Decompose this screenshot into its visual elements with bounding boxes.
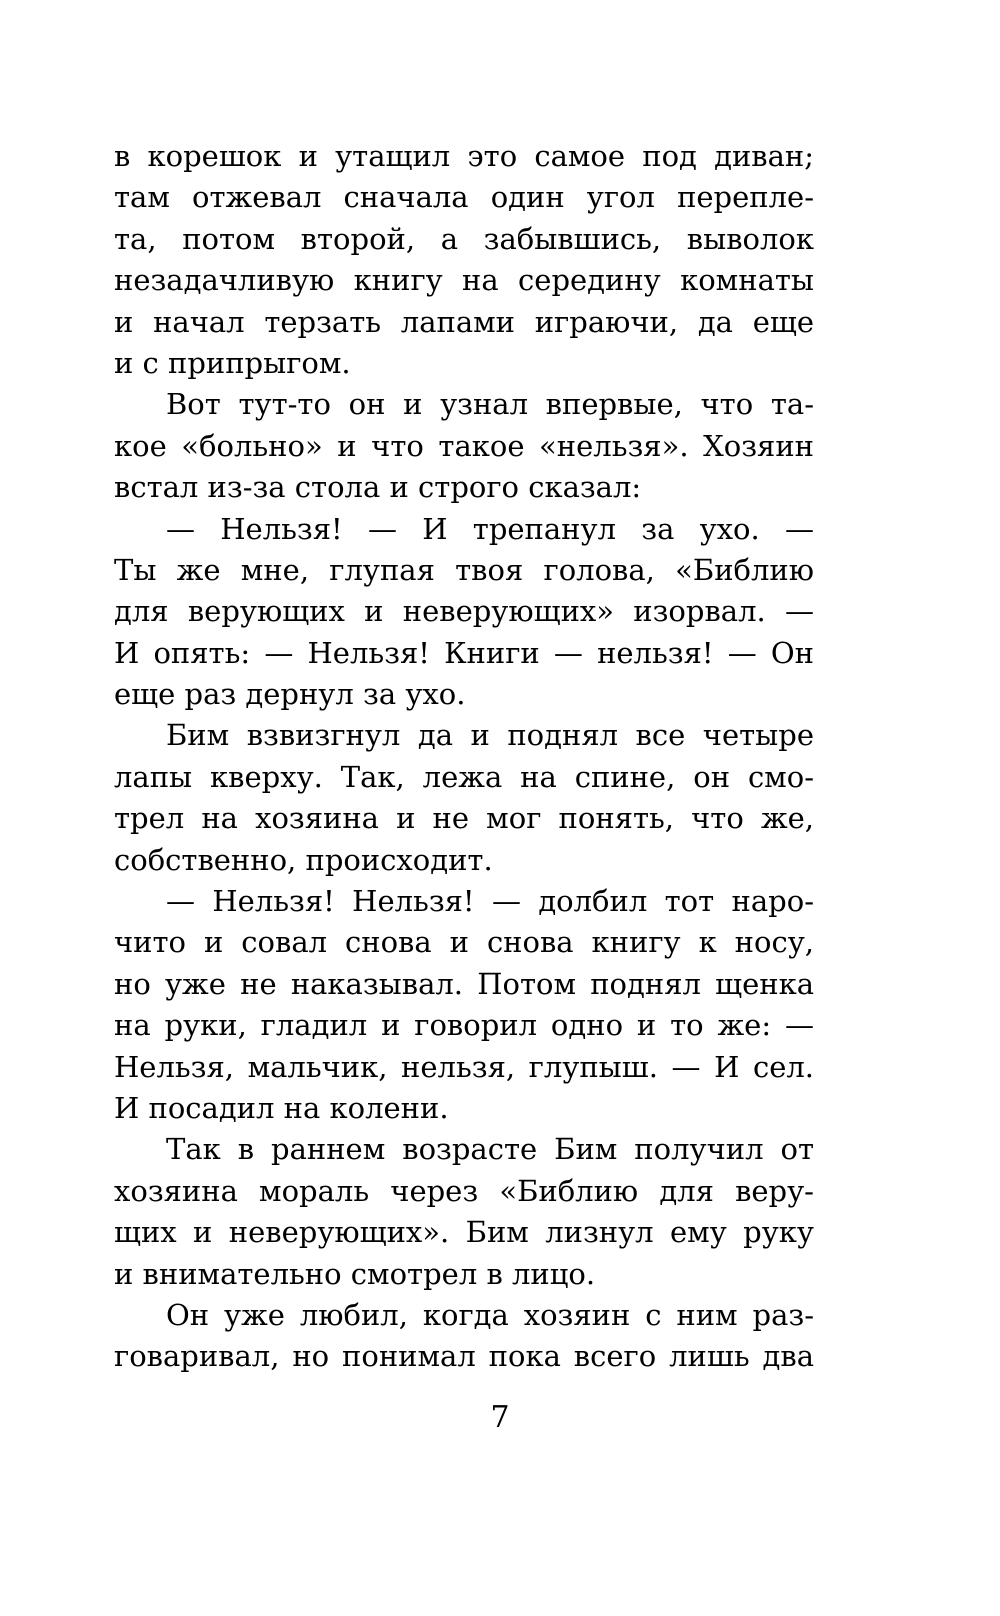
text-line: чито и совал снова и снова книгу к носу,: [114, 925, 814, 960]
text-line: кое «больно» и что такое «нельзя». Хозяин: [114, 428, 814, 463]
text-line: — Нельзя! Нельзя! — долбил тот наро-: [166, 884, 814, 919]
text-line: но уже не наказывал. Потом поднял щенка: [114, 966, 814, 1001]
text-line: Так в раннем возрасте Бим получил от: [166, 1132, 814, 1167]
text-line: в корешок и утащил это самое под диван;: [114, 139, 814, 173]
text-line: И опять: — Нельзя! Книги — нельзя! — Он: [114, 635, 814, 670]
text-line: Бим взвизгнул да и поднял все четыре: [166, 718, 814, 753]
text-line: встал из-за стола и строго сказал:: [114, 470, 642, 505]
text-line: И посадил на колени.: [114, 1090, 449, 1125]
text-line: Нельзя, мальчик, нельзя, глупыш. — И сел.: [114, 1049, 814, 1084]
text-line: Он уже любил, когда хозяин с ним раз-: [166, 1297, 814, 1332]
body-text: [114, 136, 814, 1378]
text-line: и с припрыгом.: [114, 345, 351, 380]
text-line: лапы кверху. Так, лежа на спине, он смо-: [114, 759, 814, 794]
text-line: трел на хозяина и не мог понять, что же,: [114, 801, 814, 836]
text-line: Вот тут-то он и узнал впервые, что та-: [166, 387, 814, 422]
text-line: говаривал, но понимал пока всего лишь два: [114, 1339, 814, 1374]
text-line: Ты же мне, глупая твоя голова, «Библию: [114, 552, 814, 587]
text-line: незадачливую книгу на середину комнаты: [114, 263, 814, 298]
text-line: для верующих и неверующих» изорвал. —: [114, 594, 814, 629]
text-line: щих и неверующих». Бим лизнул ему руку: [114, 1215, 814, 1250]
text-line: собственно, происходит.: [114, 842, 493, 877]
text-line: там отжевал сначала один угол перепле-: [114, 180, 814, 215]
text-line: на руки, гладил и говорил одно и то же: —: [114, 1008, 814, 1043]
text-line: и внимательно смотрел в лицо.: [114, 1256, 596, 1291]
page-number: 7: [490, 1400, 510, 1435]
text-line: та, потом второй, а забывшись, выволок: [114, 221, 814, 256]
text-line: еще раз дернул за ухо.: [114, 677, 466, 712]
text-line: — Нельзя! — И трепанул за ухо. —: [166, 511, 814, 546]
text-line: хозяина мораль через «Библию для веру-: [114, 1173, 814, 1208]
text-line: и начал терзать лапами играючи, да еще: [114, 304, 814, 339]
